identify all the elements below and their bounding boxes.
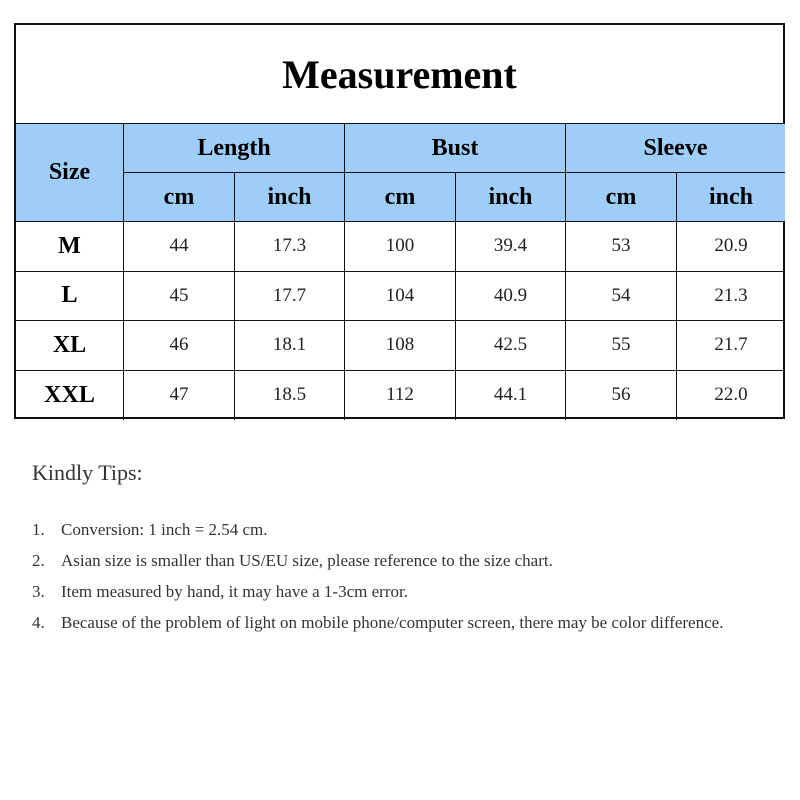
value-cell: 44	[124, 222, 235, 272]
tip-text: Item measured by hand, it may have a 1-3cm error.	[61, 582, 408, 601]
value-cell: 20.9	[677, 222, 785, 272]
value-cell: 22.0	[714, 384, 748, 406]
sleeve-inch-header: inch	[677, 173, 785, 222]
tip-item	[32, 514, 772, 545]
value-cell: 47	[124, 371, 235, 421]
size-cell: XL	[16, 321, 124, 371]
tip-number: 3.	[32, 582, 45, 601]
value-cell: 100	[345, 222, 456, 272]
value-cell: 21.7	[677, 321, 785, 371]
size-chart-table	[14, 23, 785, 419]
size-cell: M	[16, 222, 124, 272]
value-cell: 44.1	[456, 371, 566, 421]
value-cell: 17.3	[235, 222, 345, 272]
value-cell: 112	[345, 371, 456, 421]
size-cell: L	[16, 272, 124, 322]
value-cell: 55	[566, 321, 677, 371]
value-cell: 18.5	[235, 371, 345, 421]
table-title: Measurement	[16, 25, 783, 124]
sleeve-cm-header: cm	[566, 173, 677, 222]
value-cell: 46	[124, 321, 235, 371]
value-cell: 42.5	[456, 321, 566, 371]
sleeve-header: Sleeve	[566, 124, 785, 173]
kindly-tips	[32, 460, 772, 638]
value-cell: 45	[124, 272, 235, 322]
value-cell: 56	[566, 371, 677, 421]
tip-item	[32, 576, 772, 607]
tip-number: 2.	[32, 551, 45, 570]
tip-number: 4.	[32, 613, 45, 632]
value-cell: 21.3	[677, 272, 785, 322]
value-cell: 40.9	[456, 272, 566, 322]
value-cell: 104	[345, 272, 456, 322]
length-cm-header: cm	[124, 173, 235, 222]
value-cell: 108	[345, 321, 456, 371]
size-cell: XXL	[16, 371, 124, 421]
tip-text: Because of the problem of light on mobile phone/computer screen, there may be color difference.	[61, 613, 724, 632]
tip-text: Asian size is smaller than US/EU size, please reference to the size chart.	[61, 551, 553, 570]
tip-item	[32, 545, 772, 576]
size-header: Size	[16, 124, 124, 222]
tip-item	[32, 607, 772, 638]
bust-cm-header: cm	[345, 173, 456, 222]
tip-text: Conversion: 1 inch = 2.54 cm.	[61, 520, 268, 539]
bust-header: Bust	[345, 124, 566, 173]
length-header: Length	[124, 124, 345, 173]
tips-title: Kindly Tips:	[32, 460, 143, 485]
bust-inch-header: inch	[456, 173, 566, 222]
value-cell: 53	[566, 222, 677, 272]
length-inch-header: inch	[235, 173, 345, 222]
value-cell: 39.4	[456, 222, 566, 272]
value-cell: 17.7	[235, 272, 345, 322]
value-cell: 54	[566, 272, 677, 322]
value-cell: 18.1	[235, 321, 345, 371]
tip-number: 1.	[32, 520, 45, 539]
